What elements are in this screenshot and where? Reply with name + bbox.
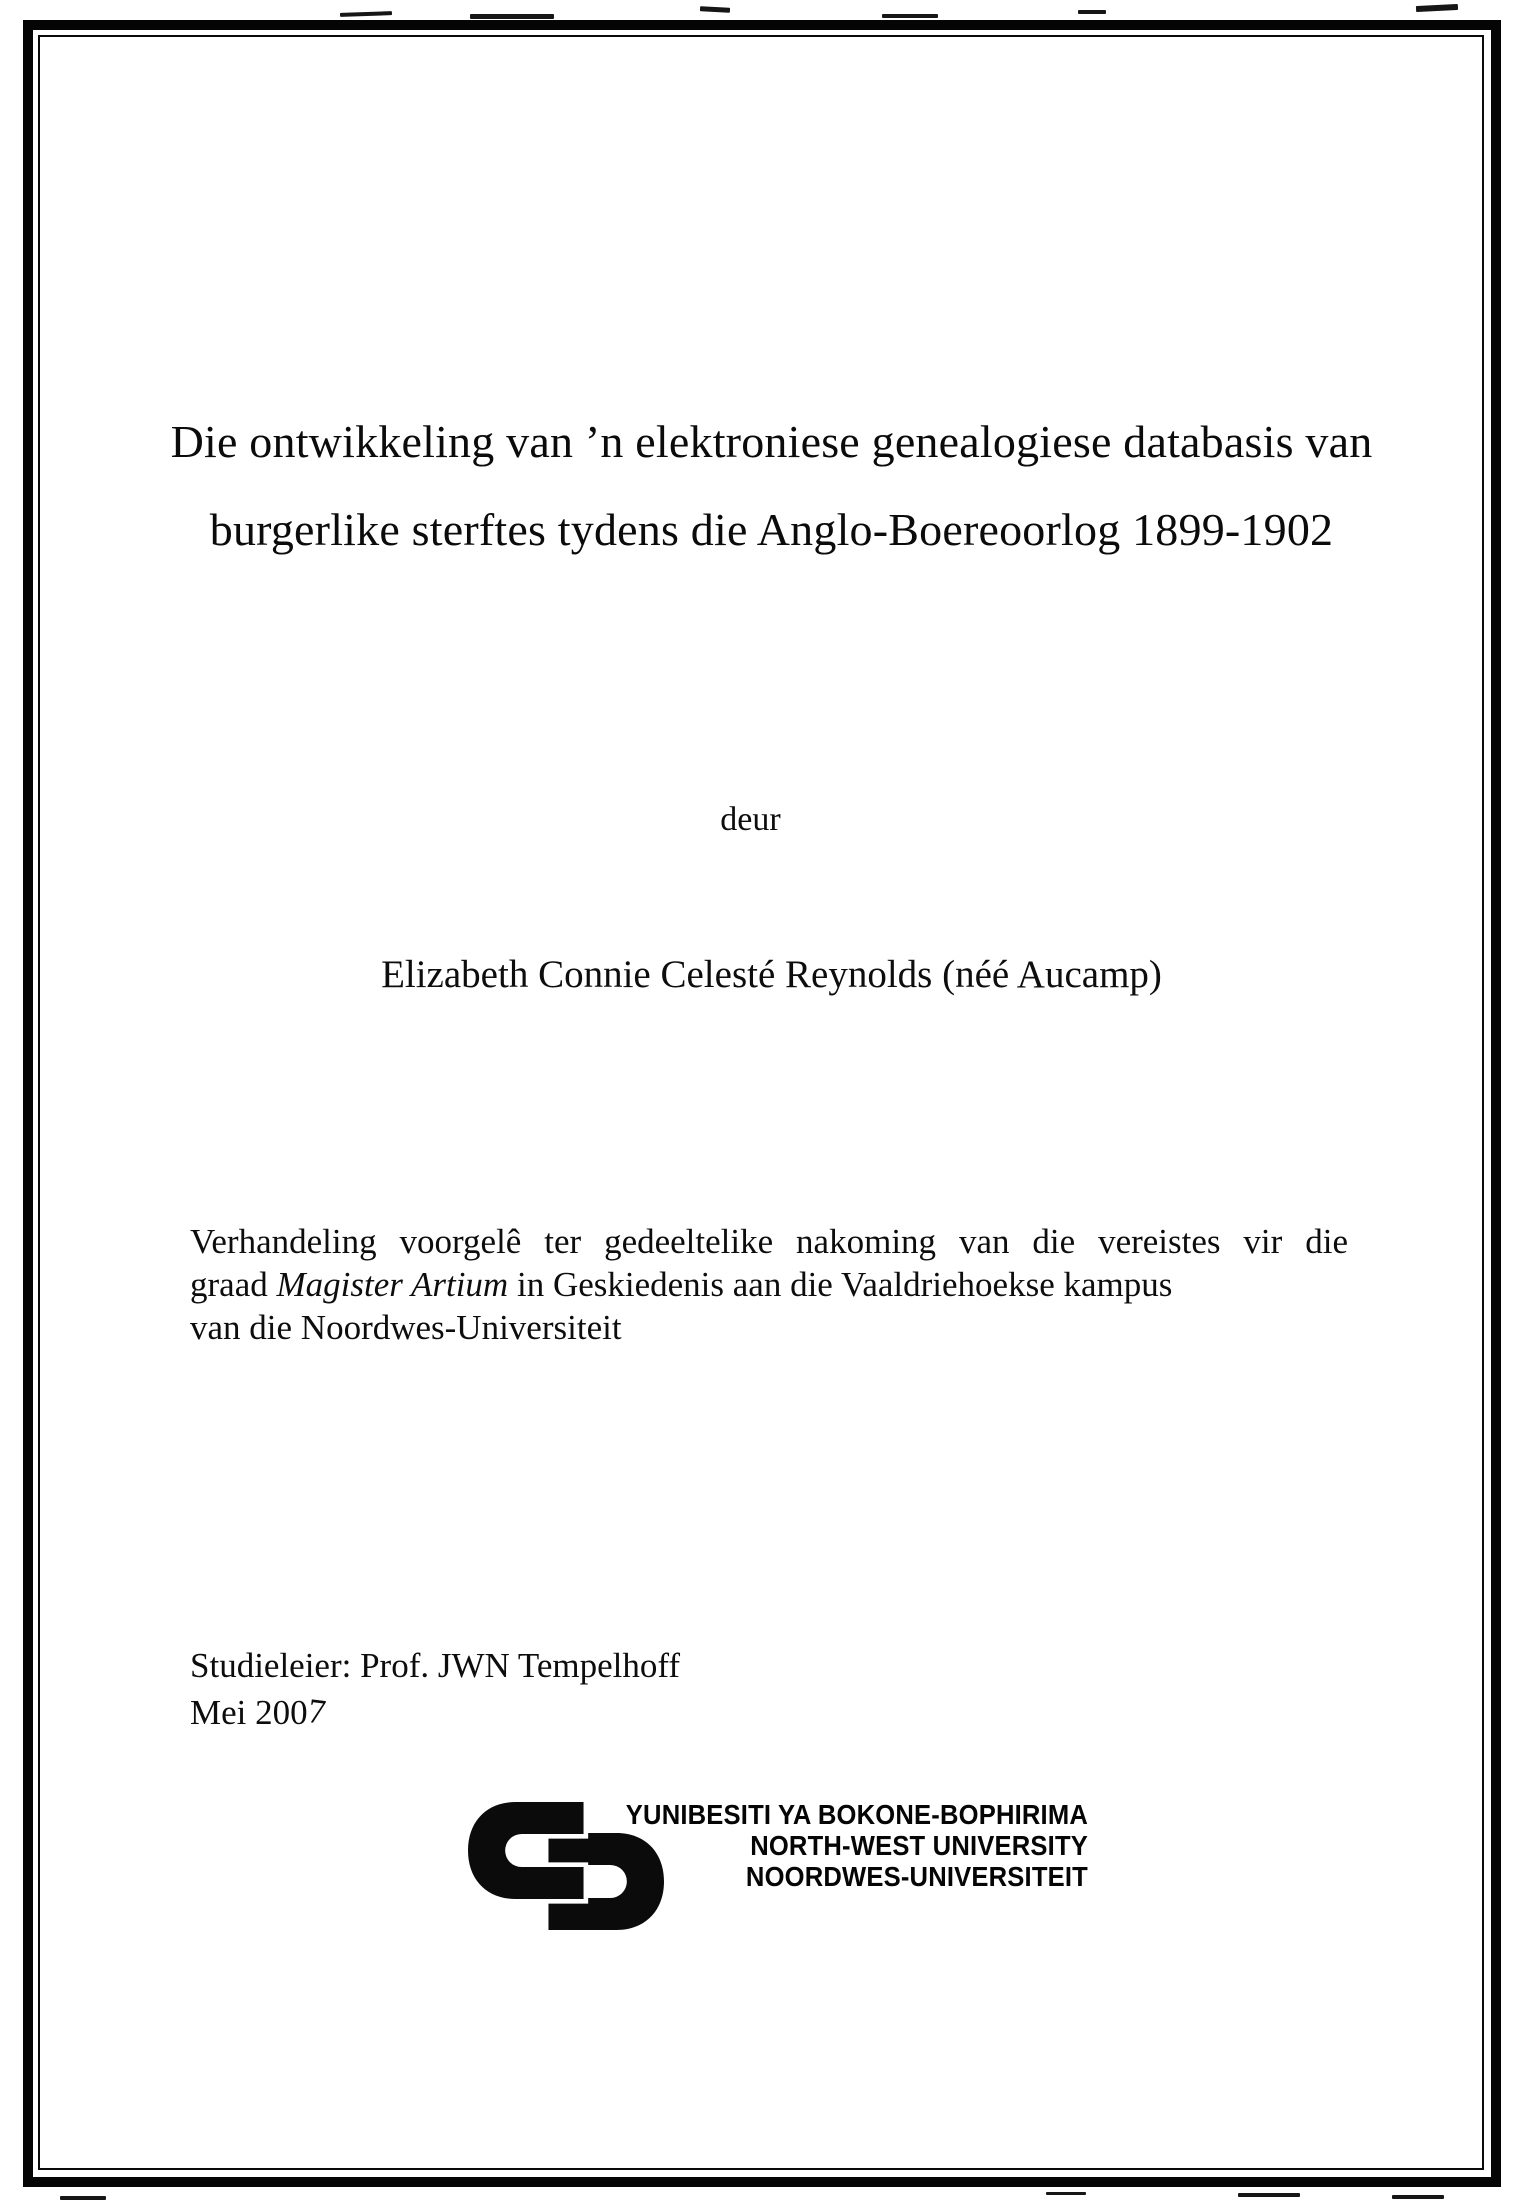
degree-statement-line2-prefix: graad xyxy=(190,1265,277,1304)
supervisor-block xyxy=(190,1642,1090,1736)
scan-artifact xyxy=(60,2196,106,2200)
date-prefix: Mei 200 xyxy=(190,1693,308,1732)
scan-artifact xyxy=(1078,10,1106,14)
scan-artifact xyxy=(340,11,392,17)
byline-deur: deur xyxy=(720,801,781,838)
thesis-title-line1: Die ontwikkeling van ’n elektroniese genealogiese databasis van xyxy=(170,416,1373,467)
scan-artifact xyxy=(1238,2193,1300,2197)
thesis-title xyxy=(34,398,1509,574)
scan-artifact xyxy=(470,14,554,19)
degree-statement-line2 xyxy=(190,1263,1348,1306)
university-logo-text xyxy=(595,1799,1088,1892)
supervisor-line: Studieleier: Prof. JWN Tempelhoff xyxy=(190,1646,681,1685)
degree-statement-line2-suffix: in Geskiedenis aan die Vaaldriehoekse kampus xyxy=(508,1265,1173,1304)
scan-artifact xyxy=(1392,2195,1444,2199)
degree-name: Magister Artium xyxy=(276,1265,509,1304)
scan-artifact xyxy=(1046,2192,1086,2195)
logo-line-english: NORTH-WEST UNIVERSITY xyxy=(750,1830,1088,1861)
scan-artifact xyxy=(882,14,938,18)
author-name: Elizabeth Connie Celesté Reynolds (néé Aucamp) xyxy=(381,953,1162,996)
degree-statement-line1: Verhandeling voorgelê ter gedeeltelike nakoming van die vereistes vir die xyxy=(190,1222,1348,1261)
scan-artifact xyxy=(1416,4,1458,12)
date-line xyxy=(190,1689,1090,1736)
degree-statement-line3: van die Noordwes-Universiteit xyxy=(190,1308,622,1347)
degree-statement xyxy=(190,1220,1348,1349)
university-logo xyxy=(468,1799,1108,1939)
logo-line-setswana: YUNIBESITI YA BOKONE-BOPHIRIMA xyxy=(625,1799,1088,1830)
thesis-title-line2: burgerlike sterftes tydens die Anglo-Boereoorlog 1899-1902 xyxy=(209,504,1334,555)
scan-artifact xyxy=(700,6,730,13)
logo-line-afrikaans: NOORDWES-UNIVERSITEIT xyxy=(745,1861,1088,1892)
date-last-digit: 7 xyxy=(305,1691,328,1732)
